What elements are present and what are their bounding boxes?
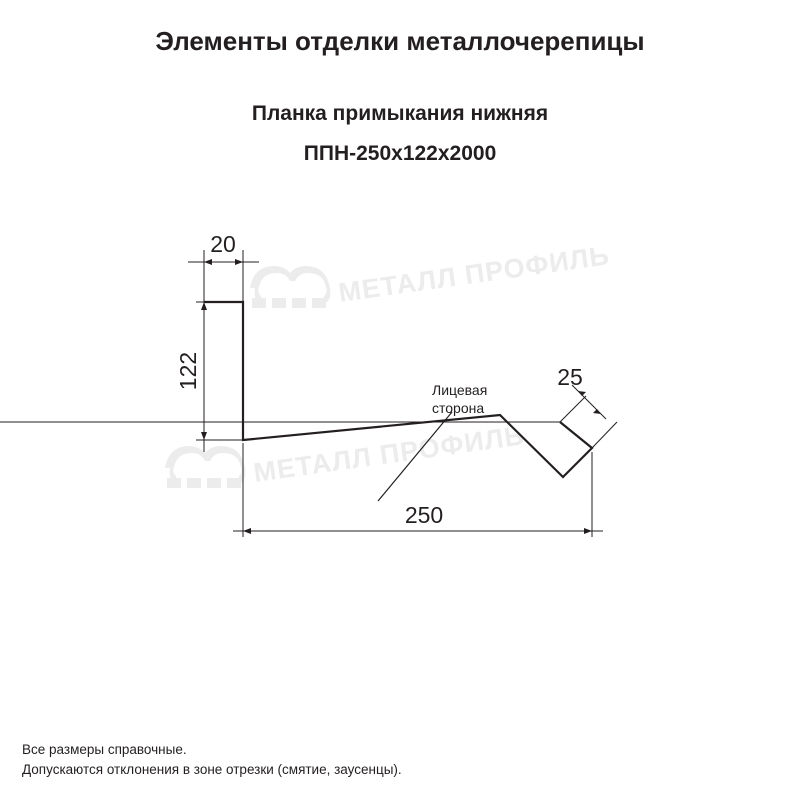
watermark-top [250,240,612,308]
product-code: ППН-250х122х2000 [303,142,497,165]
technical-drawing [0,190,800,670]
dimension-total-width-label: 250 [404,502,444,528]
drawing-svg [0,190,800,670]
page-title: Элементы отделки металлочерепицы [155,26,645,56]
product-name: Планка примыкания нижняя [251,102,549,125]
svg-text:МЕТАЛЛ ПРОФИЛЬ: МЕТАЛЛ ПРОФИЛЬ [251,420,527,488]
footnotes [22,740,722,780]
annotation-face-side-line1: Лицевая [432,382,488,398]
dimension-end-flange-label: 25 [557,364,583,390]
svg-text:МЕТАЛЛ ПРОФИЛЬ: МЕТАЛЛ ПРОФИЛЬ [336,240,612,308]
footnote-line-1: Все размеры справочные. [22,742,187,757]
dimension-height-label: 122 [175,351,201,391]
footnote-line-2: Допускаются отклонения в зоне отрезки (смятие, заусенцы). [22,762,402,777]
dimension-top-width [188,250,259,302]
annotation-face-side-line2: сторона [432,400,485,416]
dimension-height [196,290,243,452]
dimension-top-width-label: 20 [210,231,236,257]
